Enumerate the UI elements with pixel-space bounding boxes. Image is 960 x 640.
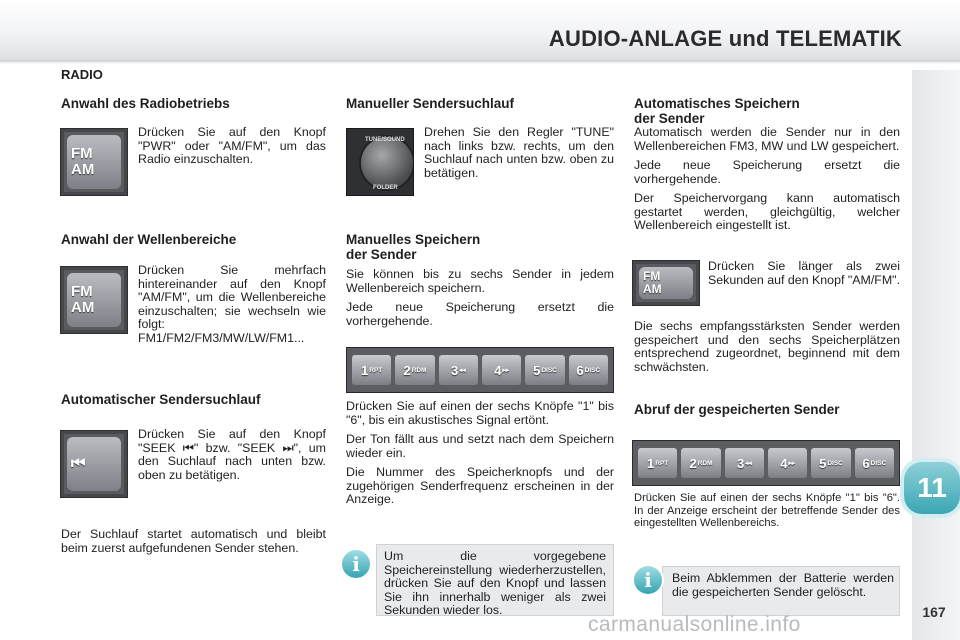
tune-knob-icon: [359, 135, 414, 191]
fm-label: FM: [71, 283, 93, 300]
tune-knob-image: [346, 128, 414, 196]
preset-4: 4 ▸▸: [482, 355, 521, 385]
text-manual-store-intro: Sie können bis zu sechs Sender in jedem Wellenbereich speichern. Jede neue Speicherung ersetzt die vorhergehende.: [346, 267, 614, 328]
text-auto-store-result: Die sechs empfangsstärksten Sender werden gespeichert und den sechs Speicherplätzen entsprechend zugeordnet, beginnend mit dem schwächsten.: [634, 319, 900, 374]
text-radio-mode: Drücken Sie auf den Knopf "PWR" oder "AM/FM", um das Radio einzuschalten.: [138, 125, 326, 166]
title-manual-store: Manuelles Speichern der Sender: [346, 232, 481, 262]
info-text-restore: Um die vorgegebene Speichereinstellung wiederherzustellen, drücken Sie auf den Knopf und lassen Sie ihn innerhalb weniger als zwei Sekunden wieder los.: [384, 549, 606, 617]
fm-am-button-image-2: [60, 266, 128, 334]
info-icon: i: [342, 550, 370, 578]
text-wavebands: Drücken Sie mehrfach hintereinander auf den Knopf "AM/FM", um die Wellenbereiche einzuschalten; sie wechseln wie folgt: FM1/FM2/FM3/MW/LW/FM1...: [138, 263, 326, 345]
title-radio-mode: Anwahl des Radiobetriebs: [61, 96, 230, 111]
text-search-note: Der Suchlauf startet automatisch und bleibt beim zuerst aufgefundenen Sender stehen.: [61, 527, 326, 555]
seek-button-image: [60, 430, 128, 498]
text-auto-store: Automatisch werden die Sender nur in den Wellenbereichen FM3, MW und LW gespeichert. Jede neue Speicherung ersetzt die vorhergehende. Der Speichervorgang kann automatisch gestartet werden, gleichgültig, welcher Wellenbereich eingestellt ist.: [634, 125, 900, 232]
preset-5: 5 DISC: [525, 355, 564, 385]
preset-1: 1 RPT: [352, 355, 391, 385]
fm-label: FM: [71, 145, 93, 162]
watermark: carmanualsonline.info: [588, 613, 801, 636]
chapter-badge: 11: [904, 462, 960, 514]
preset-buttons-image-2: [632, 440, 900, 486]
seek-next-glyph-icon: ⏭: [282, 440, 294, 455]
fm-am-button-image-3: [632, 260, 700, 306]
chapter-side-tab: [912, 70, 960, 640]
preset-buttons-image: [346, 347, 614, 393]
am-label: AM: [71, 299, 95, 316]
title-manual-search: Manueller Sendersuchlauf: [346, 96, 515, 111]
preset-3: 3 ◂◂: [725, 448, 764, 478]
preset-3: 3 ◂◂: [439, 355, 478, 385]
info-icon: i: [634, 566, 662, 594]
text-manual-search: Drehen Sie den Regler "TUNE" nach links bzw. rechts, um den Suchlauf nach unten bzw. oben zu betätigen.: [424, 125, 614, 180]
am-label: AM: [643, 282, 662, 296]
preset-5: 5 DISC: [811, 448, 850, 478]
am-label: AM: [71, 161, 95, 178]
page-header-title: AUDIO-ANLAGE und TELEMATIK: [548, 26, 902, 51]
page-number: 167: [922, 604, 946, 620]
fm-label: FM: [643, 269, 661, 283]
header-divider: [0, 60, 960, 64]
text-auto-store-press: Drücken Sie länger als zwei Sekunden auf den Knopf "AM/FM".: [708, 259, 901, 287]
seek-prev-glyph-icon: ⏮: [182, 440, 194, 455]
seek-backward-icon: ⏮: [71, 455, 86, 472]
title-recall: Abruf der gespeicherten Sender: [634, 402, 840, 417]
preset-1: 1 RPT: [638, 448, 677, 478]
preset-6: 6 DISC: [569, 355, 608, 385]
text-auto-search: Drücken Sie auf den Knopf "SEEK ⏮" bzw. "SEEK ⏭", um den Suchlauf nach unten bzw. oben zu betätigen.: [138, 427, 326, 482]
tune-label: TUNE/SOUND: [365, 137, 405, 143]
title-wavebands: Anwahl der Wellenbereiche: [61, 232, 237, 247]
preset-4: 4 ▸▸: [768, 448, 807, 478]
preset-2: 2 RDM: [395, 355, 434, 385]
title-auto-search: Automatischer Sendersuchlauf: [61, 392, 261, 407]
preset-6: 6 DISC: [855, 448, 894, 478]
section-label: RADIO: [61, 67, 103, 82]
fm-am-button-image: [60, 128, 128, 196]
text-recall: Drücken Sie auf einen der sechs Knöpfe "1" bis "6". In der Anzeige erscheint der betreffende Sender des eingestellten Wellenbereichs.: [634, 492, 900, 529]
folder-label: FOLDER: [373, 185, 398, 191]
info-text-battery: Beim Abklemmen der Batterie werden die gespeicherten Sender gelöscht.: [672, 571, 894, 599]
text-manual-store-steps: Drücken Sie auf einen der sechs Knöpfe "1" bis "6", bis ein akustisches Signal ertönt. Der Ton fällt aus und setzt nach dem Speichern wieder ein. Die Nummer des Speicherknopfs und der zugehörigen Senderfrequenz erscheinen in der Anzeige.: [346, 399, 614, 506]
title-auto-store: Automatisches Speichern der Sender: [634, 96, 800, 126]
preset-2: 2 RDM: [681, 448, 720, 478]
